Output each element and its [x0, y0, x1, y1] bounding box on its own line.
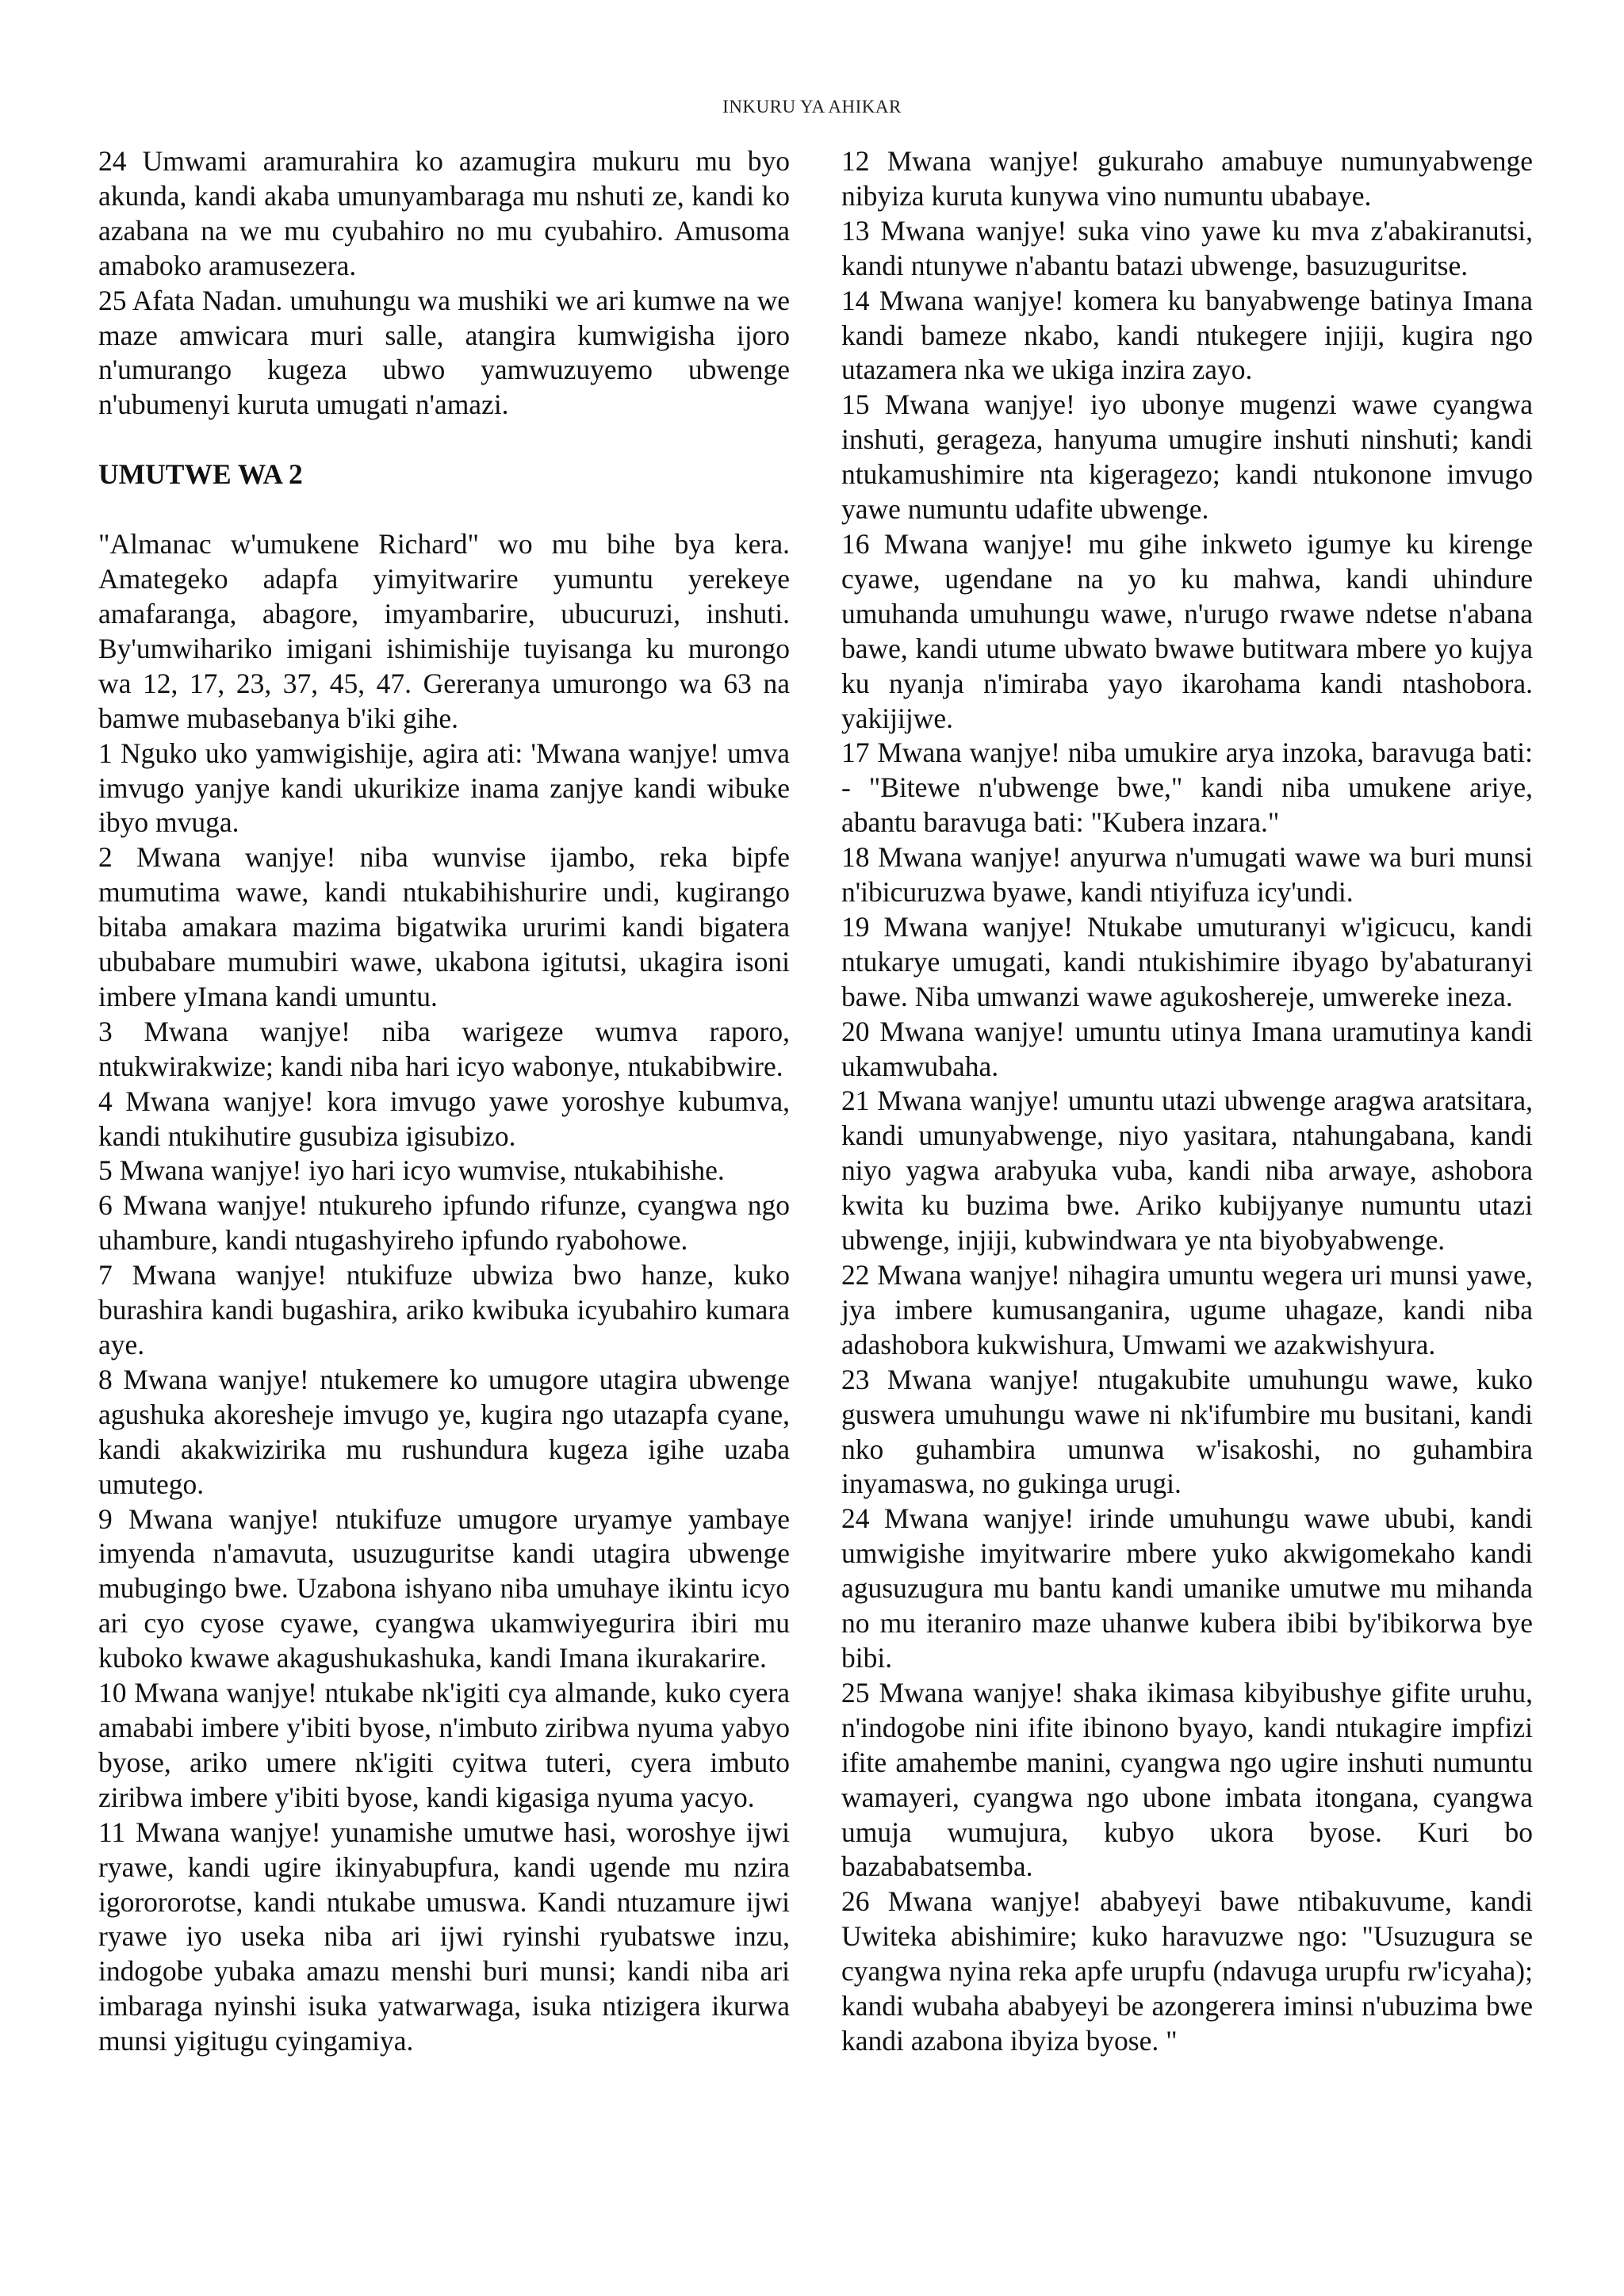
verse: 19 Mwana wanjye! Ntukabe umuturanyi w'igicucu, kandi ntukarye umugati, kandi ntukishimire ibyago by'abaturanyi bawe. Niba umwanzi wawe agukoshereje, umwereke ineza.: [841, 910, 1533, 1012]
spacer: [98, 423, 790, 457]
verse: 11 Mwana wanjye! yunamishe umutwe hasi, woroshye ijwi ryawe, kandi ugire ikinyabupfura, kandi ugende mu nzira igorororotse, kandi ntukabe umuswa. Kandi ntuzamure ijwi ryawe iyo useka niba ari ijwi ryinshi ryubatswe inzu, indogobe yubaka amazu menshi buri munsi; kandi niba ari imbaraga nyinshi isuka yatwarwaga, isuka ntizigera ikurwa munsi yigitugu cyingamiya.: [98, 1816, 790, 2057]
verse: 14 Mwana wanjye! komera ku banyabwenge batinya Imana kandi bameze nkabo, kandi ntukegere injiji, kugira ngo utazamera nka we ukiga inzira zayo.: [841, 284, 1533, 386]
chapter-heading: UMUTWE WA 2: [98, 458, 303, 491]
verse: 6 Mwana wanjye! ntukureho ipfundo rifunze, cyangwa ngo uhambure, kandi ntugashyireho ipfundo ryabohowe.: [98, 1189, 790, 1257]
verse: 13 Mwana wanjye! suka vino yawe ku mva z'abakiranutsi, kandi ntunywe n'abantu batazi ubwenge, basuzuguritse.: [841, 214, 1533, 281]
verse: 1 Nguko uko yamwigishije, agira ati: 'Mwana wanjye! umva imvugo yanjye kandi ukurikize inama zanjye kandi wibuke ibyo mvuga.: [98, 737, 790, 839]
verse: 25 Mwana wanjye! shaka ikimasa kibyibushye gifite uruhu, n'indogobe nini ifite ibinono byayo, kandi ntukagire impfizi ifite amahembe manini, cyangwa ngo ugire inshuti numuntu wamayeri, cyangwa ngo ubone imbata itongana, cyangwa umuja wumujura, kubyo ukora byose. Kuri bo bazababatsemba.: [841, 1676, 1533, 1883]
right-column: [841, 144, 1533, 2059]
verse: 26 Mwana wanjye! ababyeyi bawe ntibakuvume, kandi Uwiteka abishimire; kuko haravuzwe ngo: "Usuzugura se cyangwa nyina reka apfe urupfu (ndavuga urupfu rw'icyaha); kandi wubaha ababyeyi be azongerera iminsi n'ubuzima bwe kandi azabona ibyiza byose. ": [841, 1885, 1533, 2057]
verse: 20 Mwana wanjye! umuntu utinya Imana uramutinya kandi ukamwubaha.: [841, 1015, 1533, 1082]
left-column: [98, 144, 790, 2059]
verse: 9 Mwana wanjye! ntukifuze umugore uryamye yambaye imyenda n'amavuta, usuzuguritse kandi utagira ubwenge mubugingo bwe. Uzabona ishyano niba umuhaye ikintu icyo ari cyo cyose cyawe, cyangwa ukamwiyegurira ibiri mu kuboko kwawe akagushukashuka, kandi Imana ikurakarire.: [98, 1502, 790, 1674]
verse: 23 Mwana wanjye! ntugakubite umuhungu wawe, kuko guswera umuhungu wawe ni nk'ifumbire mu busitani, kandi nko guhambira umunwa w'isakoshi, no guhambira inyamaswa, no gukinga urugi.: [841, 1363, 1533, 1500]
verse: 8 Mwana wanjye! ntukemere ko umugore utagira ubwenge agushuka akoresheje imvugo ye, kugira ngo utazapfa cyane, kandi akakwizirika mu rushundura kugeza igihe uzaba umutego.: [98, 1363, 790, 1500]
verse: 15 Mwana wanjye! iyo ubonye mugenzi wawe cyangwa inshuti, gerageza, hanyuma umugire inshuti ninshuti; kandi ntukamushimire nta kigeragezo; kandi ntukonone imvugo yawe numuntu udafite ubwenge.: [841, 388, 1533, 526]
verse: 24 Mwana wanjye! irinde umuhungu wawe ububi, kandi umwigishe imyitwarire mbere yuko akwigomekaho kandi agusuzugura mu bantu kandi umanike umutwe mu mihanda no mu iteraniro maze uhanwe kubera ibibi by'ibikorwa bye bibi.: [841, 1502, 1533, 1674]
verse: 18 Mwana wanjye! anyurwa n'umugati wawe wa buri munsi n'ibicuruzwa byawe, kandi ntiyifuza icy'undi.: [841, 841, 1533, 909]
verse: 21 Mwana wanjye! umuntu utazi ubwenge aragwa aratsitara, kandi umunyabwenge, niyo yasitara, ntahungabana, kandi niyo yagwa arabyuka vuba, kandi niba arwaye, ashobora kwita ku buzima bwe. Ariko kubijyanye numuntu utazi ubwenge, injiji, kubwindwara ye nta biyobyabwenge.: [841, 1085, 1533, 1257]
verse: 10 Mwana wanjye! ntukabe nk'igiti cya almande, kuko cyera amababi imbere y'ibiti byose, n'imbuto ziribwa nyuma yabyo byose, ariko umere nk'igiti cyitwa tuteri, cyera imbuto ziribwa imbere y'ibiti byose, kandi kigasiga nyuma yacyo.: [98, 1677, 790, 1813]
verse: 4 Mwana wanjye! kora imvugo yawe yoroshye kubumva, kandi ntukihutire gusubiza igisubizo.: [98, 1085, 790, 1152]
verse: 16 Mwana wanjye! mu gihe inkweto igumye ku kirenge cyawe, ugendane na yo ku mahwa, kandi uhindure umuhanda umuhungu wawe, n'urugo rwawe ndetse n'abana bawe, kandi utume ubwato bwawe butitwara mbere yo kujya ku nyanja n'imiraba yayo ikarohama kandi ntashobora. yakijijwe.: [841, 527, 1533, 734]
verse: 12 Mwana wanjye! gukuraho amabuye numunyabwenge nibyiza kuruta kunywa vino numuntu ubabaye.: [841, 145, 1533, 212]
verse: 5 Mwana wanjye! iyo hari icyo wumvise, ntukabihishe.: [98, 1154, 725, 1187]
verse: 17 Mwana wanjye! niba umukire arya inzoka, baravuga bati: - "Bitewe n'ubwenge bwe," kandi niba umukene ariye, abantu baravuga bati: "Kubera inzara.": [841, 737, 1533, 839]
verse: 7 Mwana wanjye! ntukifuze ubwiza bwo hanze, kuko burashira kandi bugashira, ariko kwibuka icyubahiro kumara aye.: [98, 1259, 790, 1360]
spacer: [98, 492, 790, 527]
chapter-intro: "Almanac w'umukene Richard" wo mu bihe bya kera. Amategeko adapfa yimyitwarire yumuntu yerekeye amafaranga, abagore, imyambarire, ubucuruzi, inshuti. By'umwihariko imigani ishimishije tuyisanga ku murongo wa 12, 17, 23, 37, 45, 47. Gereranya umurongo wa 63 na bamwe mubasebanya b'iki gihe.: [98, 528, 790, 734]
paragraph: 25 Afata Nadan. umuhungu wa mushiki we ari kumwe na we maze amwicara muri salle, atangira kumwigisha ijoro n'umurango kugeza ubwo yamwuzuyemo ubwenge n'ubumenyi kuruta umugati n'amazi.: [98, 284, 790, 421]
paragraph: 24 Umwami aramurahira ko azamugira mukuru mu byo akunda, kandi akaba umunyambaraga mu nshuti ze, kandi ko azabana na we mu cyubahiro no mu cyubahiro. Amusoma amaboko aramusezera.: [98, 145, 790, 281]
verse: 2 Mwana wanjye! niba wunvise ijambo, reka bipfe mumutima wawe, kandi ntukabihishurire undi, kugirango bitaba amakara mazima bigatwika ururimi kandi bigatera ububabare mumubiri wawe, ukabona igitutsi, ukagira isoni imbere yImana kandi umuntu.: [98, 841, 790, 1012]
running-header: INKURU YA AHIKAR: [722, 97, 902, 117]
verse: 22 Mwana wanjye! nihagira umuntu wegera uri munsi yawe, jya imbere kumusanganira, ugume uhagaze, kandi niba adashobora kukwishura, Umwami we azakwishyura.: [841, 1259, 1533, 1360]
verse: 3 Mwana wanjye! niba warigeze wumva raporo, ntukwirakwize; kandi niba hari icyo wabonye, ntukabibwire.: [98, 1015, 790, 1082]
